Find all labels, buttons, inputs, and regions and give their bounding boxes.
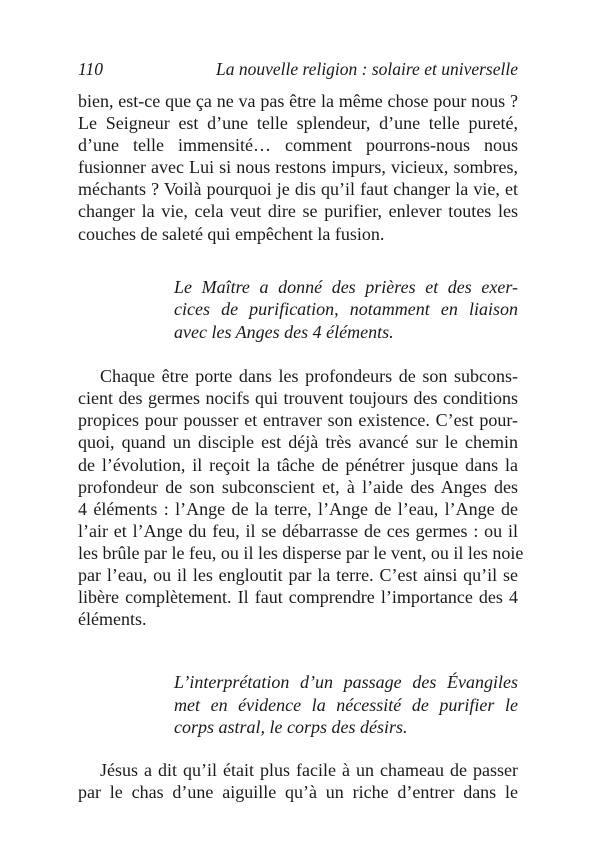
section-summary — [174, 276, 518, 344]
text-line: Jésus a dit qu’il était plus facile à un chameau de passer — [100, 759, 518, 780]
text-line: bien, est-ce que ça ne va pas être la même chose pour nous ? — [78, 91, 518, 111]
body-paragraph — [78, 365, 524, 630]
text-line: par l’eau, ou il les engloutit par la terre. C’est ainsi qu’il se — [78, 565, 518, 585]
text-line: éléments. — [78, 609, 147, 630]
text-line: les brûle par le feu, ou il les disperse par le vent, ou il les noie — [78, 542, 524, 563]
text-line: cient des germes nocifs qui trouvent toujours des conditions — [78, 388, 518, 409]
text-line: de l’évolution, il reçoit la tâche de pénétrer jusque dans la — [78, 454, 518, 475]
text-line: changer la vie, cela veut dire se purifier, enlever toutes les — [78, 201, 518, 222]
summary-line: Le Maître a donné des prières et des exer- — [174, 276, 518, 297]
page-content — [78, 90, 524, 803]
text-line: profondeur de son subconscient et, à l’aide des Anges des — [78, 476, 518, 497]
text-line: par le chas d’une aiguille qu’à un riche d’entrer dans le — [78, 781, 518, 802]
page-number: 110 — [78, 59, 103, 79]
summary-line: cices de purification, notamment en liaison — [174, 299, 518, 320]
text-line: l’air et l’Ange du feu, il se débarrasse de ces germes : ou il — [78, 520, 518, 541]
text-line: Chaque être porte dans les profondeurs de son subcons- — [100, 366, 518, 387]
text-line: 4 éléments : l’Ange de la terre, l’Ange de l’eau, l’Ange de — [78, 498, 518, 519]
spacer — [78, 630, 518, 671]
summary-line: corps astral, le corps des désirs. — [174, 717, 408, 738]
text-line: propices pour pousser et entraver son existence. C’est pour- — [78, 410, 518, 431]
summary-line: L’interprétation d’un passage des Évangiles — [174, 672, 518, 693]
page-header — [78, 56, 518, 82]
text-line: quoi, quand un disciple est déjà très avancé sur le chemin — [78, 432, 518, 453]
spacer — [78, 245, 518, 276]
spacer — [78, 739, 518, 759]
spacer — [78, 343, 518, 365]
summary-line: met en évidence la nécessité de purifier le — [174, 694, 518, 715]
text-line: fusionner avec Lui si nous restons impurs, vicieux, sombres, — [78, 157, 518, 178]
running-title: La nouvelle religion : solaire et universelle — [216, 59, 518, 79]
body-paragraph — [78, 759, 518, 803]
text-line: couches de saleté qui empêchent la fusion. — [78, 223, 385, 244]
text-line: Le Seigneur est d’une telle splendeur, d’une telle pureté, — [78, 113, 518, 134]
body-paragraph — [78, 90, 518, 245]
summary-line: avec les Anges des 4 éléments. — [174, 321, 394, 342]
section-summary — [174, 671, 518, 739]
text-line: d’une telle immensité… comment pourrons-nous nous — [78, 135, 518, 156]
text-line: méchants ? Voilà pourquoi je dis qu’il faut changer la vie, et — [78, 179, 518, 200]
text-line: libère complètement. Il faut comprendre l’importance des 4 — [78, 587, 518, 608]
